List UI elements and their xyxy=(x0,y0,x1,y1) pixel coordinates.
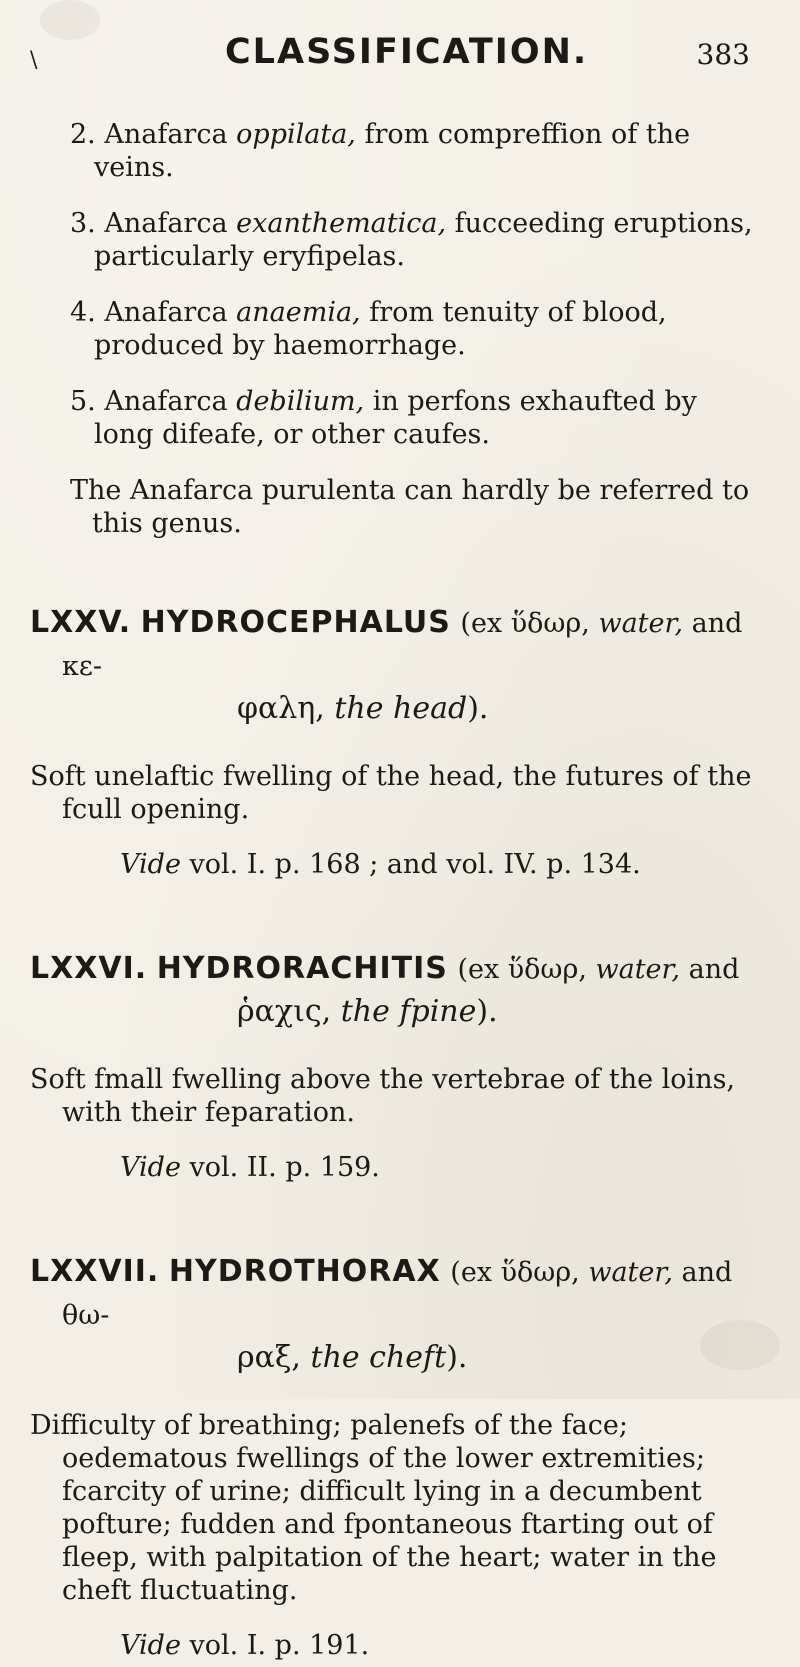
item-text: fucceeding eruptions, particularly eryfipelas. xyxy=(94,208,753,272)
etymology-english: water, xyxy=(588,1257,673,1288)
etymology-greek: φαλη, xyxy=(237,691,325,726)
cross-reference xyxy=(62,1147,760,1189)
etymology-close: ). xyxy=(446,1340,468,1375)
note-latin: purulenta xyxy=(261,475,396,506)
etymology-english: water, xyxy=(595,954,681,985)
entry-number: LXXV. xyxy=(30,605,132,640)
entry-description: Soft unelaftic fwelling of the head, the futures of the fcull opening. xyxy=(30,761,752,825)
etymology-english: water, xyxy=(598,608,684,639)
etymology xyxy=(457,954,739,985)
entry-name: HYDROCEPHALUS xyxy=(140,605,451,640)
entry-description: Difficulty of breathing; palenefs of the face; oedematous fwellings of the lower extremities; fcarcity of urine; difficult lying in a decumbent pofture; fudden and fpontaneous ftarting out of fleep, with palpitation of the heart; water in the cheft fluctuating. xyxy=(30,1410,717,1606)
genus-entry xyxy=(30,602,760,886)
entry-name: HYDROTHORAX xyxy=(168,1254,441,1289)
species-item xyxy=(70,118,760,184)
species-item xyxy=(70,296,760,362)
item-name: Anafarca xyxy=(104,208,228,239)
etymology-continued xyxy=(62,688,760,730)
item-name: Anafarca xyxy=(104,386,228,417)
item-text: in perfons exhaufted by long difeafe, or other caufes. xyxy=(94,386,697,450)
item-name: Anafarca xyxy=(104,119,228,150)
cross-reference xyxy=(62,844,760,886)
item-latin: debilium, xyxy=(236,386,365,417)
species-item xyxy=(70,207,760,273)
etymology-greek: ραξ, xyxy=(237,1340,301,1375)
etymology-and: and θω- xyxy=(62,1257,733,1331)
etymology-close: ). xyxy=(476,994,498,1029)
note-text: can hardly be referred to this genus. xyxy=(92,475,750,539)
etymology-greek: (ex ὕδωρ, xyxy=(450,1257,580,1288)
cross-reference xyxy=(62,1625,760,1667)
genus-entry xyxy=(30,948,760,1189)
entry-number: LXXVII. xyxy=(30,1254,160,1289)
page-header xyxy=(0,28,800,88)
item-text: from tenuity of blood, produced by haemorrhage. xyxy=(94,297,667,361)
item-number: 3. xyxy=(70,208,96,239)
item-name: Anafarca xyxy=(104,297,228,328)
item-latin: exanthematica, xyxy=(236,208,447,239)
etymology-english: the head xyxy=(334,691,468,726)
etymology-english: the fpine xyxy=(340,994,477,1029)
vide-reference: vol. II. p. 159. xyxy=(189,1152,380,1183)
note-paragraph xyxy=(70,474,760,540)
genus-entry xyxy=(30,1251,760,1667)
item-latin: oppilata, xyxy=(236,119,356,150)
header-mark: \ xyxy=(30,48,40,73)
etymology-close: ). xyxy=(467,691,489,726)
running-title: CLASSIFICATION. xyxy=(225,32,589,72)
item-number: 2. xyxy=(70,119,96,150)
species-item xyxy=(70,385,760,451)
entry-name: HYDRORACHITIS xyxy=(156,951,448,986)
item-latin: anaemia, xyxy=(236,297,361,328)
item-number: 5. xyxy=(70,386,96,417)
etymology-and: and xyxy=(688,954,740,985)
etymology-continued xyxy=(62,991,760,1033)
etymology-continued xyxy=(62,1337,760,1379)
etymology-greek: (ex ὕδωρ, xyxy=(457,954,587,985)
page-number: 383 xyxy=(696,38,750,71)
vide-word: Vide xyxy=(120,1152,181,1183)
etymology-greek: (ex ὕδωρ, xyxy=(460,608,590,639)
note-lead: The Anafarca xyxy=(70,475,254,506)
entry-description: Soft fmall fwelling above the vertebrae of the loins, with their feparation. xyxy=(30,1064,736,1128)
vide-reference: vol. I. p. 168 ; and vol. IV. p. 134. xyxy=(189,849,641,880)
item-text: from compreffion of the veins. xyxy=(94,119,691,183)
etymology-greek: ῥαχις, xyxy=(237,994,332,1029)
page-body xyxy=(30,118,760,1667)
entry-number: LXXVI. xyxy=(30,951,148,986)
vide-reference: vol. I. p. 191. xyxy=(189,1630,370,1661)
vide-word: Vide xyxy=(120,1630,181,1661)
item-number: 4. xyxy=(70,297,96,328)
etymology-and: and κε- xyxy=(62,608,743,682)
vide-word: Vide xyxy=(120,849,181,880)
etymology-english: the cheft xyxy=(310,1340,447,1375)
